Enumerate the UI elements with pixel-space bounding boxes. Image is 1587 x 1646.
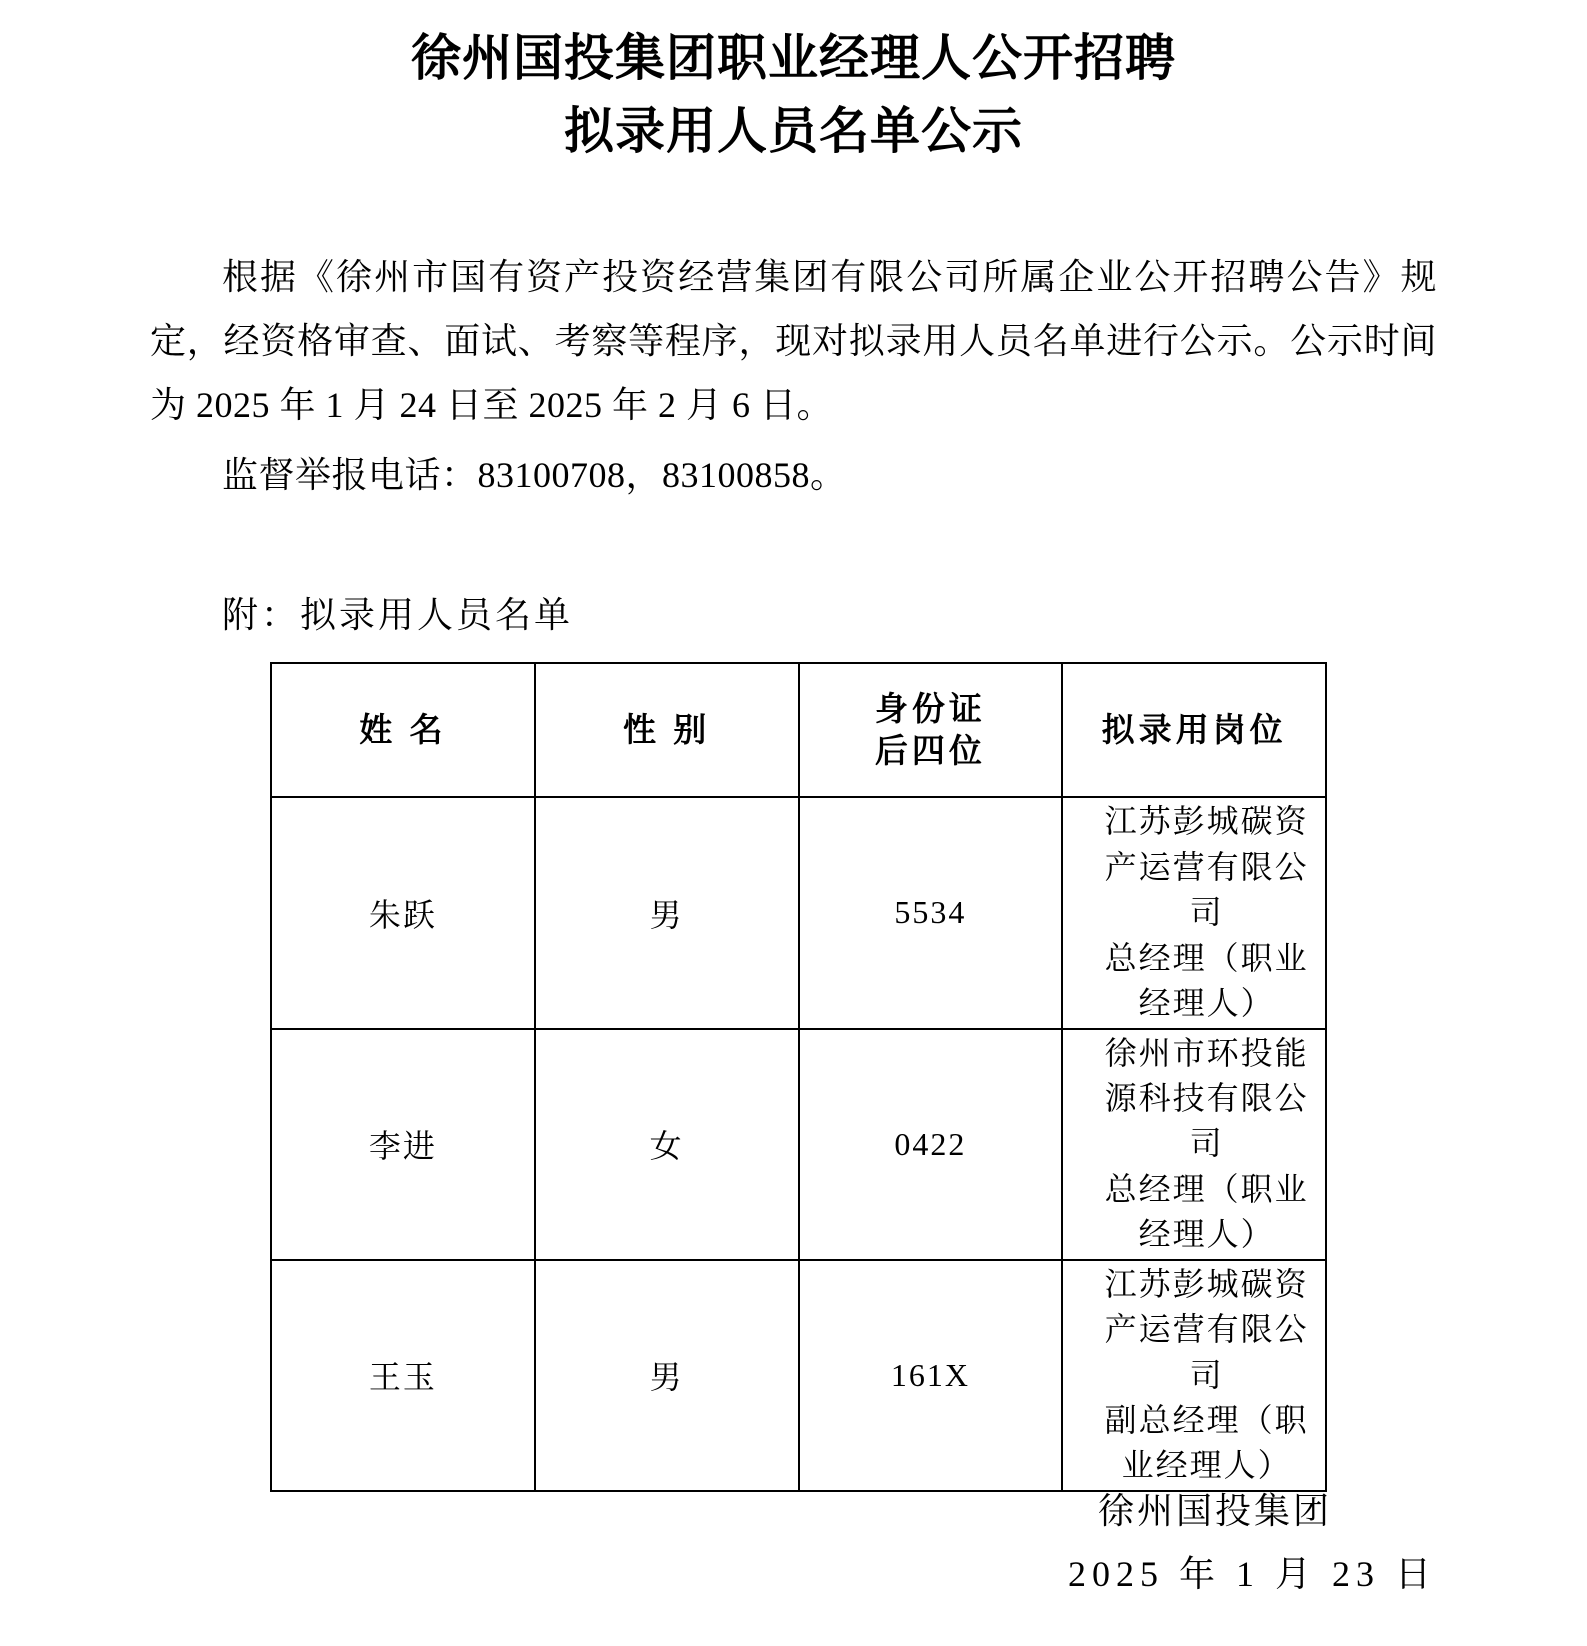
cell-post [1062, 797, 1326, 1028]
candidate-table-wrapper [150, 662, 1437, 1492]
cell-post-line-2: 总经理（职业经理人） [1104, 1170, 1309, 1253]
signature-date: 2025 年 1 月 23 日 [1067, 1554, 1437, 1594]
table-body [271, 797, 1326, 1491]
column-header-post: 拟录用岗位 [1062, 663, 1326, 797]
cell-id-last4: 0422 [799, 1029, 1063, 1260]
cell-post-line-2: 总经理（职业经理人） [1104, 939, 1309, 1022]
candidate-table [270, 662, 1327, 1492]
paragraph-hotline: 监督举报电话：83100708，83100858。 [222, 455, 847, 496]
cell-post-line-2: 副总经理（职业经理人） [1104, 1402, 1309, 1484]
signature-organization: 徐州国投集团 [1097, 1491, 1332, 1531]
column-header-gender: 性 别 [535, 663, 799, 797]
cell-name: 朱跃 [271, 797, 535, 1028]
cell-post-line-1: 江苏彭城碳资产运营有限公司 [1104, 1265, 1309, 1393]
cell-id-last4: 161X [799, 1260, 1063, 1491]
page-title [150, 0, 1437, 167]
table-header-row [271, 663, 1326, 797]
table-row [271, 797, 1326, 1028]
column-header-name: 姓 名 [271, 663, 535, 797]
cell-gender: 男 [535, 797, 799, 1028]
cell-post-line-1: 徐州市环投能源科技有限公司 [1104, 1034, 1309, 1162]
cell-id-last4: 5534 [799, 797, 1063, 1028]
attachment-label: 附：拟录用人员名单 [222, 595, 574, 636]
column-header-id [799, 663, 1063, 797]
table-row [271, 1260, 1326, 1491]
column-header-id-line-2: 后四位 [874, 732, 986, 770]
table-row [271, 1029, 1326, 1260]
cell-name: 李进 [271, 1029, 535, 1260]
cell-post [1062, 1029, 1326, 1260]
table-head [271, 663, 1326, 797]
cell-gender: 女 [535, 1029, 799, 1260]
cell-name: 王玉 [271, 1260, 535, 1491]
body-text [150, 245, 1437, 507]
page-title-line-1: 徐州国投集团职业经理人公开招聘 [411, 30, 1176, 86]
cell-post-line-1: 江苏彭城碳资产运营有限公司 [1104, 803, 1309, 931]
column-header-id-line-1: 身份证 [874, 690, 986, 728]
paragraph-notice: 根据《徐州市国有资产投资经营集团有限公司所属企业公开招聘公告》规定，经资格审查、面试、考察等程序，现对拟录用人员名单进行公示。公示时间为 2025 年 1 月 24 日至 2025 年 2 月 6 日。 [150, 257, 1437, 426]
cell-gender: 男 [535, 1260, 799, 1491]
cell-post [1062, 1260, 1326, 1491]
signature-block [1068, 1480, 1437, 1606]
page-title-line-2: 拟录用人员名单公示 [564, 102, 1023, 159]
